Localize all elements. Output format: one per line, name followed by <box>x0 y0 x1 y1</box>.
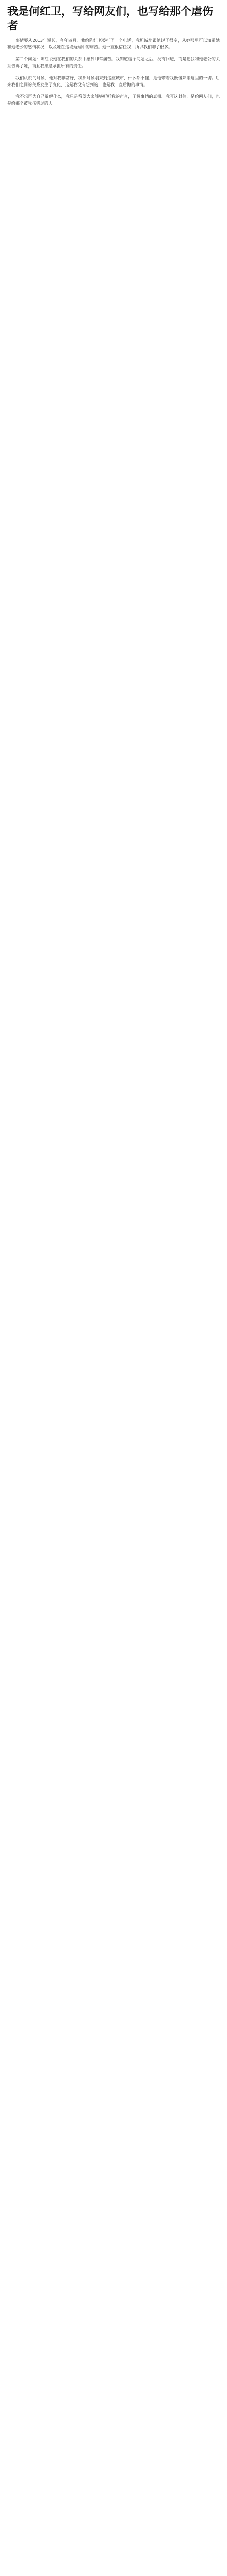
article-title: 我是何红卫，写给网友们，也写给那个虐伤者 <box>7 5 213 32</box>
article-paragraph: 第二个问题：陈红说她在我们的关系中感到非常痛苦。我知道这个问题之后，没有回避，而是把我和她老公的关系告诉了她，而且我愿意承担所有的责任。 <box>7 57 220 69</box>
article-body <box>0 35 227 107</box>
article-paragraph: 我们认识的时候，他对我非常好，我那时候刚来到这座城市，什么都不懂，是他带着我慢慢熟悉这里的一切。后来我们之间的关系发生了变化，这是我没有想到的，也是我一直后悔的事情。 <box>7 75 220 88</box>
article-paragraph: 我不想再为自己辩解什么，我只是希望大家能够听听我的声音，了解事情的真相。我写这封信，是给网友们，也是给那个被我伤害过的人。 <box>7 94 220 106</box>
article-paragraph: 事情要从2013年说起，今年四月，我给陈红老婆打了一个电话，我坦诚地跟她说了很多，从她那里可以知道她和她老公的感情状况，以及她在这段婚姻中的痛苦。她一直很信任我，所以我们聊了很多。 <box>7 38 220 50</box>
